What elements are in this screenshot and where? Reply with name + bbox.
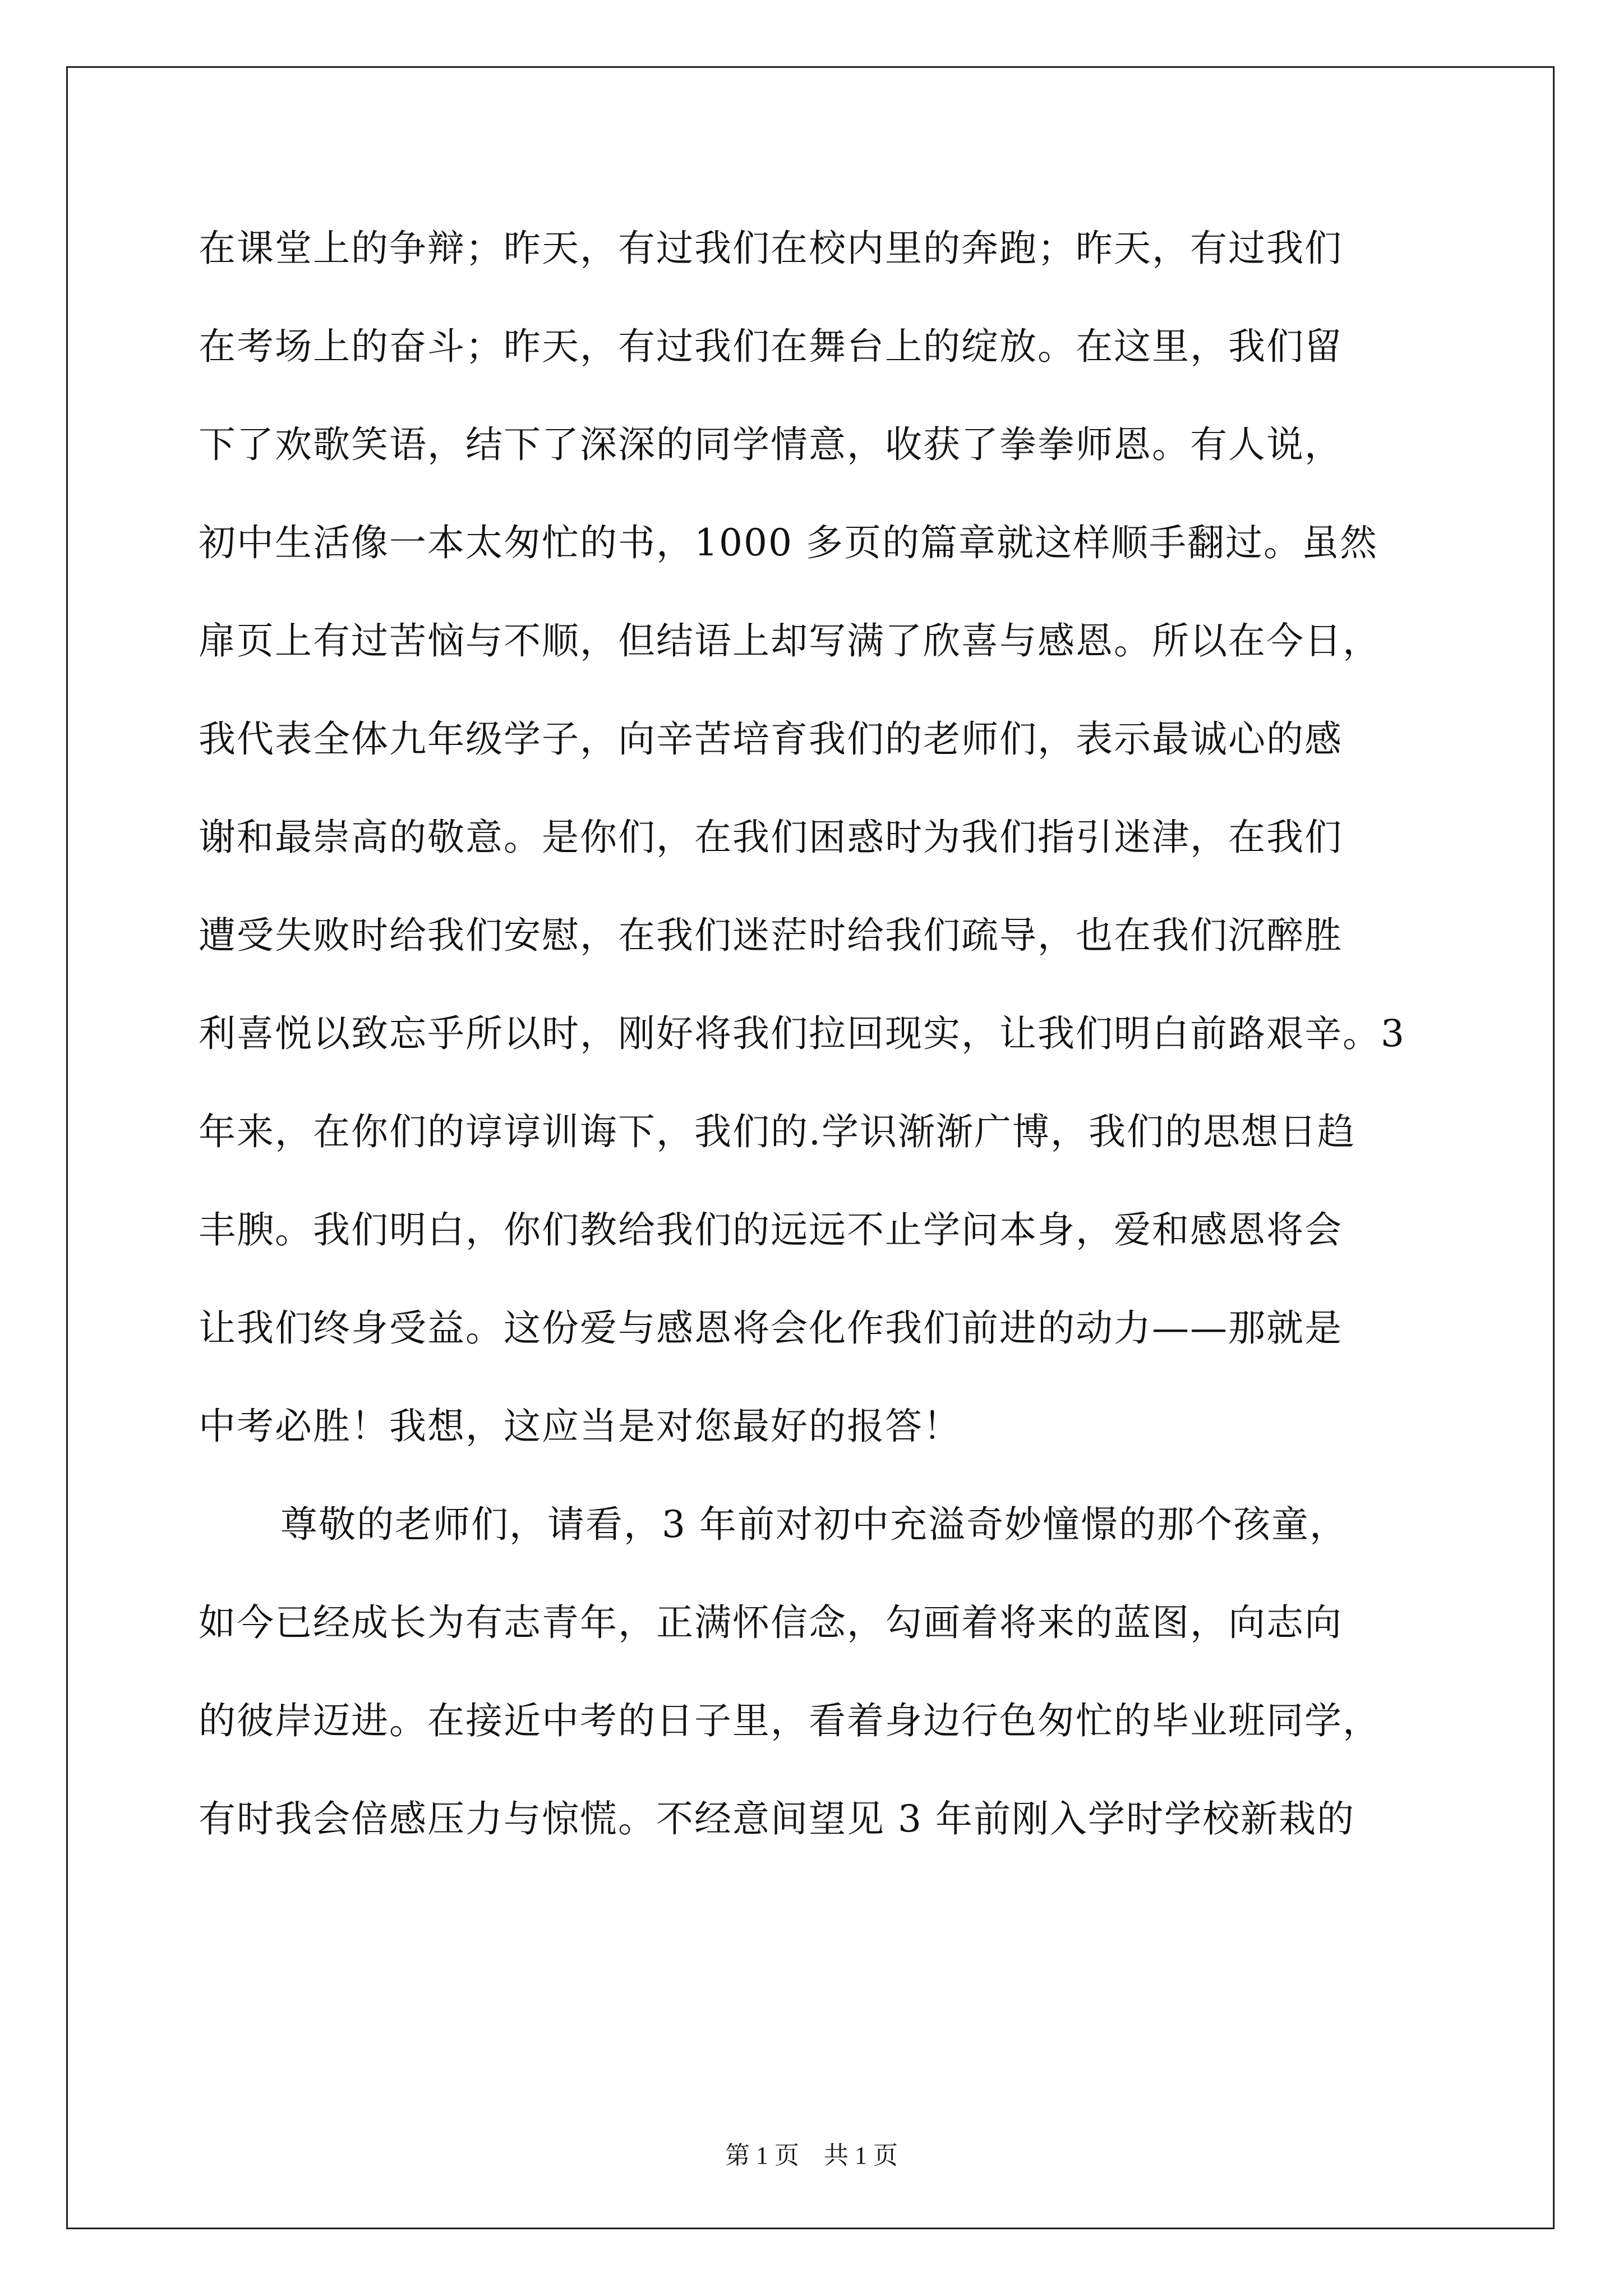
text-line-10: 年来，在你们的谆谆训诲下，我们的.学识渐渐广博，我们的思想日趋 <box>199 1110 1355 1153</box>
text-line-6: 我代表全体九年级学子，向辛苦培育我们的老师们，表示最诚心的感 <box>199 717 1343 761</box>
text-line-11: 丰腴。我们明白，你们教给我们的远远不止学问本身，爱和感恩将会 <box>199 1208 1343 1251</box>
page-number-footer: 第 1 页 共 1 页 <box>725 2142 898 2169</box>
text-line-16: 的彼岸迈进。在接近中考的日子里，看着身边行色匆忙的毕业班同学， <box>199 1699 1381 1742</box>
text-line-7: 谢和最崇高的敬意。是你们，在我们困惑时为我们指引迷津，在我们 <box>199 816 1343 859</box>
text-line-13: 中考必胜！我想，这应当是对您最好的报答！ <box>199 1405 961 1448</box>
text-line-1: 在课堂上的争辩；昨天，有过我们在校内里的奔跑；昨天，有过我们 <box>199 227 1343 270</box>
text-line-2: 在考场上的奋斗；昨天，有过我们在舞台上的绽放。在这里，我们留 <box>199 325 1343 368</box>
text-line-15: 如今已经成长为有志青年，正满怀信念，勾画着将来的蓝图，向志向 <box>199 1601 1343 1644</box>
text-line-14-paragraph-start: 尊敬的老师们，请看，3 年前对初中充溢奇妙憧憬的那个孩童， <box>280 1503 1348 1546</box>
text-line-3: 下了欢歌笑语，结下了深深的同学情意，收获了拳拳师恩。有人说， <box>199 423 1343 466</box>
text-line-4: 初中生活像一本太匆忙的书，1000 多页的篇章就这样顺手翻过。虽然 <box>199 521 1378 564</box>
text-line-17: 有时我会倍感压力与惊慌。不经意间望见 3 年前刚入学时学校新栽的 <box>199 1797 1355 1841</box>
text-line-12: 让我们终身受益。这份爱与感恩将会化作我们前进的动力——那就是 <box>199 1306 1343 1350</box>
text-line-9: 利喜悦以致忘乎所以时，刚好将我们拉回现实，让我们明白前路艰辛。3 <box>199 1012 1405 1055</box>
text-line-5: 扉页上有过苦恼与不顺，但结语上却写满了欣喜与感恩。所以在今日， <box>199 619 1381 662</box>
text-line-8: 遭受失败时给我们安慰，在我们迷茫时给我们疏导，也在我们沉醉胜 <box>199 914 1343 957</box>
